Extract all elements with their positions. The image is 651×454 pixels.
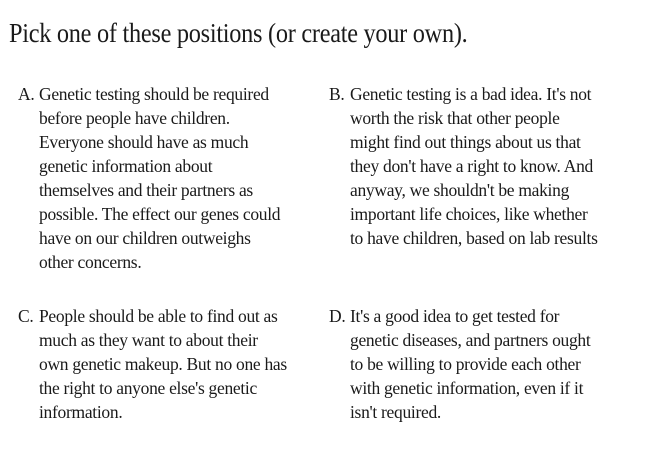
option-letter: B. [329,84,345,104]
option-text: Genetic testing is a bad idea. It's not worth the risk that other people might find out things about us that they don't have a right to know. And anyway, we shouldn't be making important life choices, like whether to have children, based on lab results [350,84,598,248]
option-c [18,304,318,424]
option-d [329,304,629,424]
option-letter: A. [18,84,35,104]
page-title: Pick one of these positions (or create your own). [9,18,468,48]
option-text: Genetic testing should be required before people have children. Everyone should have as much genetic information about themselves and their partners as possible. The effect our genes could have on our children outweighs other concerns. [39,84,281,272]
option-text: It's a good idea to get tested for genetic diseases, and partners ought to be willing to provide each other with genetic information, even if it isn't required. [350,306,591,422]
option-letter: D. [329,306,346,326]
option-text: People should be able to find out as much as they want to about their own genetic makeup. But no one has the right to anyone else's genetic information. [39,306,287,422]
option-b [329,82,629,272]
option-letter: C. [18,306,34,326]
option-a [18,82,318,272]
